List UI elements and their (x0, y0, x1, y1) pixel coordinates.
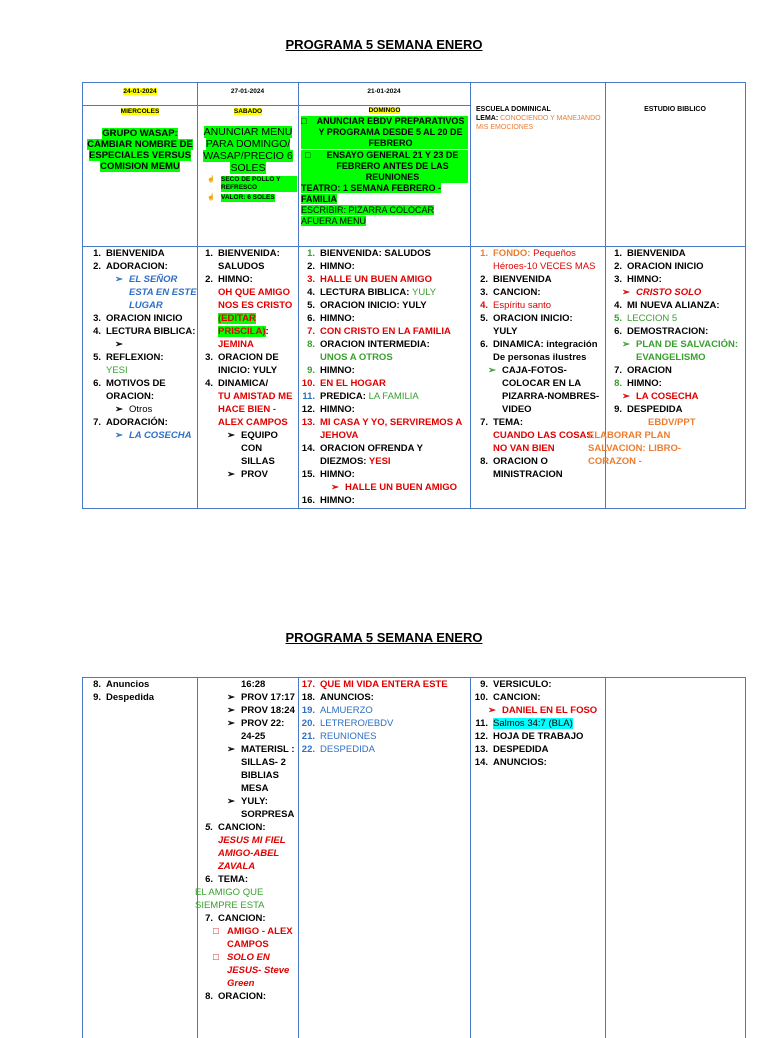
col3-i15: HIMNO: (320, 469, 355, 480)
col3-i9: HIMNO: (320, 365, 355, 376)
col4-i10: CANCION: (493, 692, 541, 703)
col5-i6: DEMOSTRACION: (627, 326, 709, 337)
col2-i3: ORACION DE INICIO: YULY (218, 352, 279, 376)
numbers-n8: 8. (93, 679, 101, 690)
col4-i1: FONDO: (493, 248, 531, 259)
col1-i1: BIENVENIDA (106, 248, 165, 259)
col2-i7: CANCION: (218, 913, 266, 924)
col3-i17: QUE MI VIDA ENTERA ESTE (320, 679, 448, 690)
program-table-1 (82, 82, 746, 509)
col4-i12: HOJA DE TRABAJO (493, 731, 584, 742)
column-sunday (301, 247, 469, 507)
numbers-n3: 3. (205, 352, 213, 363)
col3-i21: REUNIONES (320, 731, 377, 742)
numbers-n9: 9. (93, 692, 101, 703)
col4-i7-v: CUANDO LAS COSAS NO VAN BIEN (493, 430, 593, 454)
numbers-n1: 1. (480, 248, 488, 259)
col3-i3: HALLE UN BUEN AMIGO (320, 274, 433, 285)
header-col4-lema-label: LEMA: (476, 115, 499, 122)
col2-i2-hl: (EDITAR PRISCILA) (218, 313, 266, 337)
col5-i6-s: PLAN DE SALVACIÓN: EVANGELISMO (636, 339, 739, 363)
numbers-n10: 10. (301, 378, 315, 389)
numbers-n9: 9. (480, 679, 488, 690)
arrow-icon: ➢ (622, 339, 630, 350)
col3-i8-v: UNOS A OTROS (320, 352, 393, 363)
numbers-n4: 4. (614, 300, 622, 311)
arrow-icon: ➢ (115, 404, 123, 415)
col2-p2-s2: 16:28 (241, 679, 266, 690)
numbers-n20: 20. (301, 718, 315, 729)
numbers-n2: 2. (614, 261, 622, 272)
col3-i14-v: YESI (368, 456, 391, 467)
numbers-n2: 2. (307, 261, 315, 272)
col2-i7-s2: SOLO EN JESUS- Steve Green (227, 952, 290, 989)
numbers-n2: 2. (205, 274, 213, 285)
col4-i6-s: CAJA-FOTOS-COLOCAR EN LA PIZARRA-NOMBRES-VIDEO (502, 365, 600, 415)
col2-p2-s7: YULY: SORPRESA (241, 796, 295, 820)
col5-i1: BIENVENIDA (627, 248, 686, 259)
numbers-n18: 18. (301, 692, 315, 703)
col3-i7: CON CRISTO EN LA FAMILIA (320, 326, 451, 337)
numbers-n16: 16. (301, 495, 315, 506)
col3-i10: EN EL HOGAR (320, 378, 386, 389)
note-menu: ANUNCIAR MENU PARA DOMINGO/ WASAP/PRECIO 6 SOLES (203, 126, 293, 174)
arrow-icon: ➢ (227, 796, 235, 807)
col2-i4: DINAMICA/ (218, 378, 269, 389)
numbers-n13: 13. (301, 417, 315, 428)
numbers-n6: 6. (205, 874, 213, 885)
col2-i4-s2: PROV (241, 469, 268, 480)
col5-i8-s: LA COSECHA (636, 391, 699, 402)
numbers-n5: 5. (307, 300, 315, 311)
col2-i6-v: EL AMIGO QUE SIEMPRE ESTA (195, 887, 265, 911)
numbers-n5: 5. (93, 352, 101, 363)
program-table-2 (82, 677, 746, 1038)
numbers-n12: 12. (301, 404, 315, 415)
col2-p2-s5: PROV 22: 24-25 (241, 718, 285, 742)
numbers-n4: 4. (205, 378, 213, 389)
col4-i14: ANUNCIOS: (493, 757, 547, 768)
numbers-n1: 1. (614, 248, 622, 259)
numbers-n2: 2. (480, 274, 488, 285)
col1-i5-v: YESI (106, 365, 128, 376)
date-wednesday: 24-01-2024 (123, 88, 157, 95)
numbers-n8: 8. (307, 339, 315, 350)
col2-i5-v: JESUS MI FIEL AMIGO-ABEL ZAVALA (218, 835, 286, 872)
col4-i3: CANCION: (493, 287, 541, 298)
numbers-n5: 5. (205, 822, 213, 833)
col5-i8: HIMNO: (627, 378, 662, 389)
date-saturday: 27-01-2024 (230, 88, 265, 95)
col3-i20: LETRERO/EBDV (320, 718, 394, 729)
header-wednesday (87, 105, 193, 245)
col5-i2: ORACION INICIO (627, 261, 704, 272)
page-title-2: PROGRAMA 5 SEMANA ENERO (285, 630, 483, 645)
header-escuela-dominical (476, 105, 604, 132)
col5-i9-v: EBDV/PPT (648, 417, 696, 428)
col3-i6: HIMNO: (320, 313, 355, 324)
numbers-n1: 1. (307, 248, 315, 259)
numbers-n15: 15. (301, 469, 315, 480)
col2-p2-s3: PROV 17:17 (241, 692, 295, 703)
col2-i2-who: JEMINA (218, 339, 254, 350)
col2-i4-s1: EQUIPO CON SILLAS (241, 430, 278, 467)
header-day3: DOMINGO (368, 107, 401, 114)
arrow-icon: ➢ (622, 391, 630, 402)
col1-i5: REFLEXION: (106, 352, 164, 363)
numbers-n7: 7. (307, 326, 315, 337)
numbers-n9: 9. (614, 404, 622, 415)
col2-i1: BIENVENIDA: SALUDOS (218, 248, 280, 272)
numbers-n1: 1. (93, 248, 101, 259)
arrow-icon: ➢ (488, 705, 496, 716)
header-day1: MIERCOLES (120, 108, 160, 115)
header-col4-lema-text: CONOCIENDO Y MANEJANDO MIS EMOCIONES (476, 115, 601, 131)
col2-p2-s6: MATERISL : SILLAS- 2 BIBLIAS MESA (241, 744, 295, 794)
col3-i16: HIMNO: (320, 495, 355, 506)
arrow-icon: ➢ (227, 430, 235, 441)
col3-i19: ALMUERZO (320, 705, 373, 716)
column-wednesday (87, 247, 197, 507)
numbers-n14: 14. (301, 443, 315, 454)
col3-i18: ANUNCIOS: (320, 692, 374, 703)
col3-i2: HIMNO: (320, 261, 355, 272)
numbers-n9: 9. (307, 365, 315, 376)
numbers-n4: 4. (480, 300, 488, 311)
col2-i6: TEMA: (218, 874, 249, 885)
numbers-n17: 17. (301, 679, 315, 690)
box-icon: □ (213, 926, 219, 937)
col3-i22: DESPEDIDA (320, 744, 375, 755)
col2-p2-s4: PROV 18:24 (241, 705, 295, 716)
col1-i4: LECTURA BIBLICA: (106, 326, 196, 337)
col4-i7: TEMA: (493, 417, 524, 428)
col1-i9: Despedida (106, 692, 155, 703)
numbers-n19: 19. (301, 705, 315, 716)
col4-i9: VERSICULO: (493, 679, 552, 690)
column-estudio-biblico (588, 247, 744, 507)
col4-i2: BIENVENIDA (493, 274, 552, 285)
date-sunday: 21-01-2024 (367, 88, 401, 95)
col2-i4-v: TU AMISTAD ME HACE BIEN - ALEX CAMPOS (218, 391, 293, 428)
page-title-1: PROGRAMA 5 SEMANA ENERO (285, 37, 483, 52)
col3-i4-v: YULY (412, 287, 437, 298)
col1-i7: ADORACIÓN: (106, 417, 168, 428)
numbers-n13: 13. (474, 744, 488, 755)
numbers-n22: 22. (301, 744, 315, 755)
col2-i7-s1: AMIGO - ALEX CAMPOS (227, 926, 293, 950)
column-saturday (199, 247, 297, 507)
numbers-n7: 7. (205, 913, 213, 924)
numbers-n7: 7. (480, 417, 488, 428)
arrow-icon: ➢ (115, 339, 123, 350)
col5-i9: DESPEDIDA (627, 404, 683, 415)
col5-i5: LECCION 5 (627, 313, 678, 324)
arrow-icon: ➢ (115, 430, 123, 441)
arrow-icon: ➢ (227, 718, 235, 729)
col3-i5: ORACION INICIO: YULY (320, 300, 427, 311)
numbers-n5: 5. (480, 313, 488, 324)
column-sunday-cont (301, 678, 469, 756)
col3-i13: MI CASA Y YO, SERVIREMOS A JEHOVA (320, 417, 462, 441)
col2-i5: CANCION: (218, 822, 266, 833)
col2-i2: HIMNO: (218, 274, 253, 285)
numbers-n3: 3. (614, 274, 622, 285)
numbers-n8: 8. (205, 991, 213, 1002)
col2-i8: ORACION: (218, 991, 267, 1002)
arrow-icon: ➢ (227, 469, 235, 480)
col5-i4: MI NUEVA ALIANZA: (627, 300, 720, 311)
numbers-n7: 7. (614, 365, 622, 376)
arrow-icon: ➢ (488, 365, 496, 376)
numbers-n7: 7. (93, 417, 101, 428)
col4-i5-v: YULY (493, 326, 518, 337)
col3-i11-v: LA FAMILIA (368, 391, 419, 402)
column-wednesday-cont (87, 678, 197, 704)
column-escuela-dominical-cont (474, 678, 605, 769)
col4-i6: DINAMICA: integración De personas ilustres (493, 339, 598, 363)
col3-i14: ORACION OFRENDA Y DIEZMOS: (320, 443, 423, 467)
header-note2-b2: VALOR: 6 SOLES (221, 194, 275, 201)
col1-i6-s: Otros (129, 404, 153, 415)
col3-i4: LECTURA BIBLICA: (320, 287, 410, 298)
header-saturday (199, 105, 297, 245)
header-note3-b2: ENSAYO GENERAL 21 Y 23 DE FEBRERO ANTES DE LAS REUNIONES (317, 150, 468, 183)
numbers-n4: 4. (307, 287, 315, 298)
col4-i11: Salmos 34:7 (BLA) (493, 718, 573, 729)
header-note2-b1: SECO DE POLLO Y REFRESCO (221, 176, 297, 192)
header-note3-escribir: ESCRIBIR: PIZARRA COLOCAR AFUERA MENU (301, 205, 435, 226)
arrow-icon: ➢ (227, 705, 235, 716)
col3-i8: ORACION INTERMEDIA: (320, 339, 430, 350)
col4-i10-s: DANIEL EN EL FOSO (502, 705, 598, 716)
col4-i8: ORACION O MINISTRACION (493, 456, 563, 480)
col2-i2-end: : (265, 326, 269, 337)
numbers-n11: 11. (475, 718, 488, 729)
column-escuela-dominical (474, 247, 605, 507)
header-sunday (301, 105, 468, 245)
numbers-n2: 2. (93, 261, 101, 272)
arrow-icon: ➢ (331, 482, 339, 493)
column-saturday-cont (195, 678, 297, 1028)
box-icon: □ (301, 150, 317, 183)
col3-i15-s: HALLE UN BUEN AMIGO (345, 482, 458, 493)
col4-i1-v: Pequeños Héroes-10 VECES MAS (493, 248, 596, 272)
numbers-n3: 3. (93, 313, 101, 324)
col1-i6: MOTIVOS DE ORACION: (106, 378, 166, 402)
col4-i5: ORACION INICIO: (493, 313, 573, 324)
col5-i7: ORACION (627, 365, 672, 376)
numbers-n1: 1. (205, 248, 213, 259)
numbers-n10: 10. (474, 692, 488, 703)
numbers-n4: 4. (93, 326, 101, 337)
col5-i3: HIMNO: (627, 274, 662, 285)
col3-i11: PREDICA: (320, 391, 366, 402)
col1-i2: ADORACION: (106, 261, 168, 272)
box-icon: □ (301, 116, 307, 126)
col3-i12: HIMNO: (320, 404, 355, 415)
arrow-icon: ➢ (227, 692, 235, 703)
numbers-n6: 6. (614, 326, 622, 337)
col4-i4: Espíritu santo (493, 300, 552, 311)
numbers-n12: 12. (474, 731, 488, 742)
arrow-icon: ➢ (622, 287, 630, 298)
box-icon: □ (213, 952, 219, 963)
numbers-n8: 8. (480, 456, 488, 467)
numbers-n6: 6. (307, 313, 315, 324)
header-col4-title: ESCUELA DOMINICAL (476, 106, 551, 113)
arrow-icon: ➢ (227, 744, 235, 755)
header-estudio-biblico: ESTUDIO BIBLICO (644, 106, 706, 113)
header-note3-b1: ANUNCIAR EBDV PREPARATIVOS Y PROGRAMA DESDE 5 AL 20 DE FEBRERO (316, 116, 465, 148)
numbers-n5: 5. (614, 313, 622, 324)
arrow-icon: ➢ (115, 274, 123, 285)
numbers-n21: 21. (301, 731, 315, 742)
numbers-n14: 14. (474, 757, 488, 768)
numbers-n11: 11. (302, 391, 315, 402)
numbers-n3: 3. (307, 274, 315, 285)
hand-icon: ☝ (207, 194, 216, 201)
numbers-n3: 3. (480, 287, 488, 298)
numbers-n6: 6. (93, 378, 101, 389)
col5-extra: ELABORAR PLAN SALVACION: LIBRO-CORAZON - (588, 430, 682, 467)
col1-i7-s: LA COSECHA (129, 430, 192, 441)
header-day2: SABADO (233, 108, 263, 115)
col4-i13: DESPEDIDA (493, 744, 549, 755)
col2-i2-v: OH QUE AMIGO NOS ES CRISTO (218, 287, 293, 311)
col1-i3: ORACION INICIO (106, 313, 183, 324)
col5-i3-s: CRISTO SOLO (636, 287, 702, 298)
note-wasap: GRUPO WASAP: CAMBIAR NOMBRE DE ESPECIALES VERSUS COMISION MEMU (87, 128, 193, 172)
col3-i1: BIENVENIDA: SALUDOS (320, 248, 431, 259)
numbers-n8: 8. (614, 378, 622, 389)
col1-i8: Anuncios (106, 679, 150, 690)
col1-i2-s: EL SEÑOR ESTA EN ESTE LUGAR (129, 274, 197, 311)
numbers-n6: 6. (480, 339, 488, 350)
hand-icon: ☝ (207, 176, 216, 183)
header-note3-teatro: TEATRO: 1 SEMANA FEBRERO - FAMILIA (301, 183, 442, 204)
